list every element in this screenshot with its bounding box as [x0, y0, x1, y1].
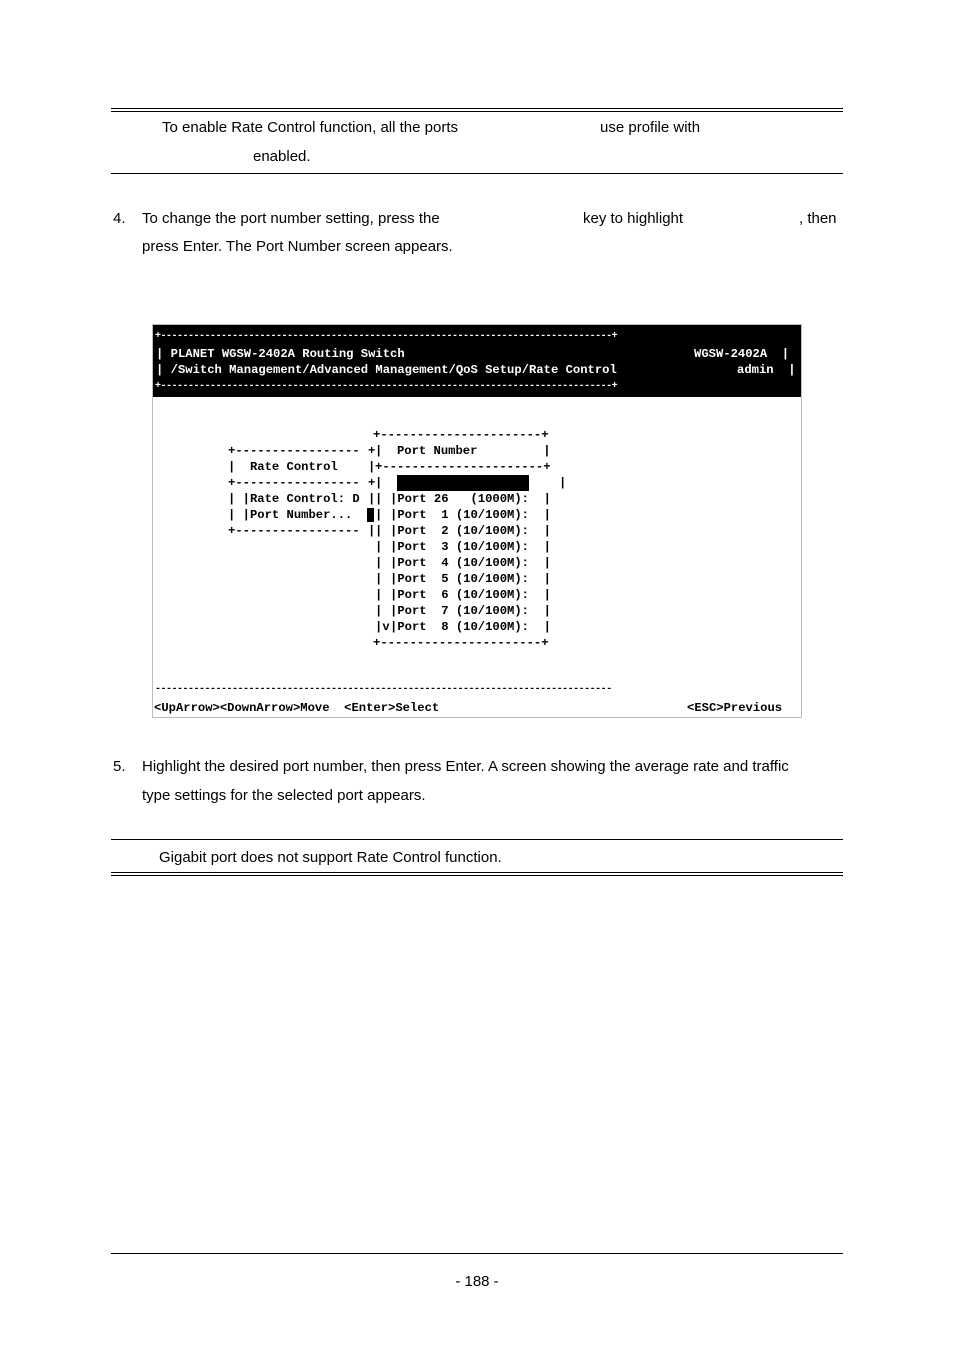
- page-footer-rule: [111, 1253, 843, 1254]
- port-row-left-border: |: [375, 588, 383, 602]
- note-text-part2: use profile with: [600, 119, 701, 136]
- scroll-down-indicator: |v: [375, 620, 390, 634]
- port-menu-border-mid: +----------------------+: [375, 460, 551, 474]
- footer-key-help: <UpArrow><DownArrow>Move <Enter>Select: [154, 701, 440, 715]
- header-top-border: +----------------------------------------------------------------------------------+: [155, 331, 618, 342]
- port-item-selected[interactable]: Port 25 (1000M):: [397, 476, 529, 490]
- step-5-text-line2: type settings for the selected port appears.: [142, 787, 426, 804]
- header-system-name: | PLANET WGSW-2402A Routing Switch: [156, 347, 405, 361]
- port-item[interactable]: |Port 7 (10/100M): |: [390, 604, 551, 618]
- connector-pipe: |: [368, 524, 376, 538]
- port-item[interactable]: |Port 4 (10/100M): |: [390, 556, 551, 570]
- port-item[interactable]: |Port 3 (10/100M): |: [390, 540, 551, 554]
- step-4-number: 4.: [113, 210, 126, 227]
- header-model: WGSW-2402A |: [694, 347, 790, 361]
- footer-divider: -----------------------------------------------------------------------------------: [155, 684, 612, 695]
- port-number-item[interactable]: | |Port Number...: [228, 508, 353, 522]
- port-item[interactable]: |Port 8 (10/100M): |: [390, 620, 551, 634]
- connector-pipe: |: [368, 508, 376, 522]
- rate-menu-border-bottom: +-----------------: [228, 524, 360, 538]
- rate-menu-border-top: +-----------------: [228, 444, 360, 458]
- note-2-top-rule: [111, 839, 843, 840]
- note-bottom-rule: [111, 173, 843, 174]
- page-number: - 188 -: [455, 1273, 499, 1290]
- step-4-text-part3: , then: [799, 210, 837, 227]
- step-5-number: 5.: [113, 758, 126, 775]
- port-row-left-border: |: [375, 524, 383, 538]
- terminal-header: [153, 325, 801, 397]
- port-row-left-border: |: [375, 492, 383, 506]
- step-4-text-part1: To change the port number setting, press the: [142, 210, 440, 227]
- rate-menu-title: | Rate Control: [228, 460, 338, 474]
- port-row-right-border: |: [559, 476, 567, 490]
- note-2-text: Gigabit port does not support Rate Control function.: [159, 849, 502, 866]
- connector-plus: +: [368, 444, 376, 458]
- port-item[interactable]: |Port 1 (10/100M): |: [390, 508, 551, 522]
- note-text-line2: enabled.: [253, 148, 311, 165]
- step-4-text-line2: press Enter. The Port Number screen appears.: [142, 238, 453, 255]
- header-menu-path: | /Switch Management/Advanced Management/QoS Setup/Rate Control: [156, 363, 617, 377]
- header-bottom-border: +----------------------------------------------------------------------------------+: [155, 381, 618, 392]
- terminal-screenshot: [152, 324, 802, 718]
- port-item[interactable]: |Port 26 (1000M): |: [390, 492, 551, 506]
- step-5-text-line1: Highlight the desired port number, then press Enter. A screen showing the average rate and traffic: [142, 758, 789, 775]
- connector-pipe: |: [368, 492, 376, 506]
- port-menu-border-bottom: +----------------------+: [373, 636, 549, 650]
- note-text-part1: To enable Rate Control function, all the ports: [162, 119, 459, 136]
- port-row-left-border: |: [375, 572, 383, 586]
- note-top-rule: [111, 108, 843, 112]
- port-item[interactable]: |Port 2 (10/100M): |: [390, 524, 551, 538]
- rate-control-item[interactable]: | |Rate Control: D: [228, 492, 360, 506]
- note-2-bottom-rule: [111, 872, 843, 876]
- port-row-left-border: |: [375, 540, 383, 554]
- step-4-text-part2: key to highlight: [583, 210, 684, 227]
- port-item[interactable]: |Port 5 (10/100M): |: [390, 572, 551, 586]
- rate-menu-border-mid: +-----------------: [228, 476, 360, 490]
- connector-plus: +: [368, 476, 376, 490]
- port-row-left-border: |: [375, 508, 383, 522]
- port-menu-border-top: +----------------------+: [373, 428, 549, 442]
- port-row-left-border: |: [375, 556, 383, 570]
- connector-pipe: |: [368, 460, 376, 474]
- port-item[interactable]: |Port 6 (10/100M): |: [390, 588, 551, 602]
- footer-escape-help: <ESC>Previous: [687, 701, 783, 715]
- port-menu-title: | Port Number |: [375, 444, 551, 458]
- port-row-left-border: |: [375, 604, 383, 618]
- header-user: admin |: [737, 363, 796, 377]
- port-row-left-border: |: [375, 476, 383, 490]
